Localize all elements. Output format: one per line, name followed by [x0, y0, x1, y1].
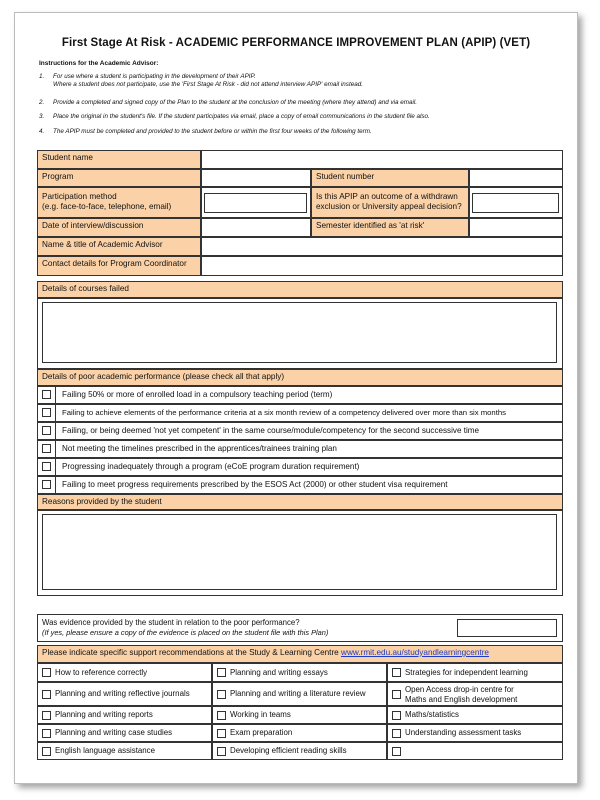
- instruction-text: Place the original in the student's file. If the student participates via email, place a copy of email communications in the student file also.: [53, 113, 430, 120]
- support-option: [212, 724, 387, 742]
- support-option-label: English language assistance: [55, 746, 156, 755]
- student-name-field[interactable]: [201, 150, 563, 169]
- program-field[interactable]: [201, 169, 311, 187]
- instruction-text: Provide a completed and signed copy of the Plan to the student at the conclusion of the meeting (where they attend) and via email.: [53, 99, 418, 106]
- instruction-number: 2.: [39, 99, 45, 106]
- support-option: [387, 706, 563, 724]
- support-option-label: Maths/statistics: [405, 710, 459, 719]
- evidence-answer-field[interactable]: [457, 619, 557, 637]
- interview-date-field[interactable]: [201, 218, 311, 237]
- form-title: First Stage At Risk - ACADEMIC PERFORMANCE IMPROVEMENT PLAN (APIP) (VET): [61, 37, 531, 49]
- support-checkbox[interactable]: [217, 668, 226, 677]
- instruction-number: 4.: [39, 128, 45, 135]
- coordinator-contact-field[interactable]: [201, 256, 563, 276]
- student-number-field[interactable]: [469, 169, 563, 187]
- participation-method-label: [37, 187, 201, 218]
- reasons-area: [37, 510, 563, 596]
- support-checkbox[interactable]: [42, 690, 51, 699]
- support-option: [37, 663, 212, 682]
- support-checkbox[interactable]: [42, 729, 51, 738]
- checkbox-cell: [37, 422, 56, 440]
- evidence-question: Was evidence provided by the student in relation to the poor performance?: [42, 618, 300, 627]
- interview-date-label: Date of interview/discussion: [37, 218, 201, 237]
- support-checkbox[interactable]: [392, 690, 401, 699]
- support-checkbox[interactable]: [42, 668, 51, 677]
- support-option: [37, 742, 212, 760]
- checkbox-cell: [37, 404, 56, 422]
- support-option: [387, 742, 563, 760]
- support-option-label: Exam preparation: [230, 728, 293, 737]
- participation-method-field[interactable]: [204, 193, 307, 213]
- withdrawn-question-line1: Is this APIP an outcome of a withdrawn: [316, 192, 458, 201]
- support-checkbox[interactable]: [217, 747, 226, 756]
- support-checkbox[interactable]: [392, 668, 401, 677]
- participation-method-text: Participation method: [42, 192, 117, 201]
- performance-checkbox[interactable]: [42, 390, 51, 399]
- support-option-label: Planning and writing essays: [230, 668, 328, 677]
- checkbox-cell: [37, 440, 56, 458]
- performance-item-label: Progressing inadequately through a program (eCoE program duration requirement): [62, 462, 360, 471]
- performance-row: [37, 422, 563, 440]
- program-label: Program: [37, 169, 201, 187]
- performance-item-label: Failing to meet progress requirements prescribed by the ESOS Act (2000) or other student visa requirement: [62, 480, 448, 489]
- performance-item-label: Failing 50% or more of enrolled load in a compulsory teaching period (term): [62, 390, 333, 399]
- support-option-label: Planning and writing a literature review: [230, 689, 366, 698]
- courses-failed-label: Details of courses failed: [37, 281, 563, 298]
- advisor-name-label: Name & title of Academic Advisor: [37, 237, 201, 256]
- reasons-field[interactable]: [42, 514, 557, 590]
- support-option: [37, 682, 212, 706]
- support-checkbox[interactable]: [217, 711, 226, 720]
- support-option-label: Planning and writing case studies: [55, 728, 173, 737]
- checkbox-cell: [37, 476, 56, 494]
- support-option-label: Planning and writing reports: [55, 710, 153, 719]
- performance-row: [37, 476, 563, 494]
- support-option: [387, 682, 563, 706]
- support-option: [212, 742, 387, 760]
- support-checkbox[interactable]: [42, 711, 51, 720]
- instruction-number: 3.: [39, 113, 45, 120]
- support-option-label: Understanding assessment tasks: [405, 728, 522, 737]
- support-option: [212, 663, 387, 682]
- performance-row: [37, 386, 563, 404]
- withdrawn-answer-field[interactable]: [472, 193, 559, 213]
- performance-row: [37, 458, 563, 476]
- semester-at-risk-label: Semester identified as 'at risk': [311, 218, 469, 237]
- performance-checkbox[interactable]: [42, 408, 51, 417]
- checkbox-cell: [37, 458, 56, 476]
- support-option: [387, 663, 563, 682]
- student-number-label: Student number: [311, 169, 469, 187]
- poor-performance-label: Details of poor academic performance (please check all that apply): [37, 369, 563, 386]
- support-checkbox[interactable]: [42, 747, 51, 756]
- reasons-label: Reasons provided by the student: [37, 494, 563, 510]
- withdrawn-question-label: [311, 187, 469, 218]
- withdrawn-question-line2: exclusion or University appeal decision?: [316, 202, 462, 211]
- support-option-label: How to reference correctly: [55, 668, 148, 677]
- instruction-text: Where a student does not participate, use the 'First Stage At Risk - did not attend interview APIP' email instead.: [53, 81, 363, 88]
- instruction-number: 1.: [39, 73, 45, 80]
- performance-checkbox[interactable]: [42, 480, 51, 489]
- instruction-text: The APIP must be completed and provided to the student before or within the first four weeks of the following term.: [53, 128, 372, 135]
- support-option-label: Planning and writing reflective journals: [55, 689, 190, 698]
- withdrawn-answer-cell: [469, 187, 563, 218]
- support-checkbox[interactable]: [392, 729, 401, 738]
- form-page: [14, 12, 578, 784]
- performance-item-label: Not meeting the timelines prescribed in the apprentices/trainees training plan: [62, 444, 337, 453]
- participation-method-hint: (e.g. face-to-face, telephone, email): [42, 202, 172, 211]
- support-label-row: [37, 645, 563, 663]
- support-checkbox[interactable]: [217, 690, 226, 699]
- support-option-label: Working in teams: [230, 710, 291, 719]
- participation-method-cell: [201, 187, 311, 218]
- performance-checkbox[interactable]: [42, 426, 51, 435]
- student-name-label: Student name: [37, 150, 201, 169]
- support-checkbox[interactable]: [392, 711, 401, 720]
- support-option: [387, 724, 563, 742]
- courses-failed-field[interactable]: [42, 302, 557, 363]
- performance-item-label: Failing to achieve elements of the performance criteria at a six month review of a competency delivered over more than six months: [62, 408, 506, 417]
- performance-checkbox[interactable]: [42, 462, 51, 471]
- coordinator-contact-label: Contact details for Program Coordinator: [37, 256, 201, 276]
- support-option: [212, 682, 387, 706]
- support-option-label: Open Access drop-in centre for Maths and English development: [405, 685, 518, 704]
- support-option: [212, 706, 387, 724]
- support-option-label: Strategies for independent learning: [405, 668, 528, 677]
- semester-at-risk-field[interactable]: [469, 218, 563, 237]
- evidence-note: (If yes, please ensure a copy of the evidence is placed on the student file with this Plan): [42, 628, 329, 637]
- support-link[interactable]: www.rmit.edu.au/studyandlearningcentre: [341, 648, 489, 657]
- performance-row: [37, 404, 563, 422]
- performance-checkbox[interactable]: [42, 444, 51, 453]
- support-checkbox[interactable]: [217, 729, 226, 738]
- performance-item-label: Failing, or being deemed 'not yet competent' in the same course/module/competency for the second successive time: [62, 426, 479, 435]
- performance-row: [37, 440, 563, 458]
- support-checkbox[interactable]: [392, 747, 401, 756]
- instruction-text: For use where a student is participating in the development of their APIP.: [53, 73, 256, 80]
- checkbox-cell: [37, 386, 56, 404]
- courses-failed-area: [37, 298, 563, 369]
- support-option: [37, 724, 212, 742]
- support-option: [37, 706, 212, 724]
- support-label: Please indicate specific support recommendations at the Study & Learning Centre: [42, 648, 339, 657]
- advisor-name-field[interactable]: [201, 237, 563, 256]
- evidence-row: [37, 614, 563, 642]
- instructions-heading: Instructions for the Academic Advisor:: [39, 60, 159, 67]
- support-option-label: Developing efficient reading skills: [230, 746, 347, 755]
